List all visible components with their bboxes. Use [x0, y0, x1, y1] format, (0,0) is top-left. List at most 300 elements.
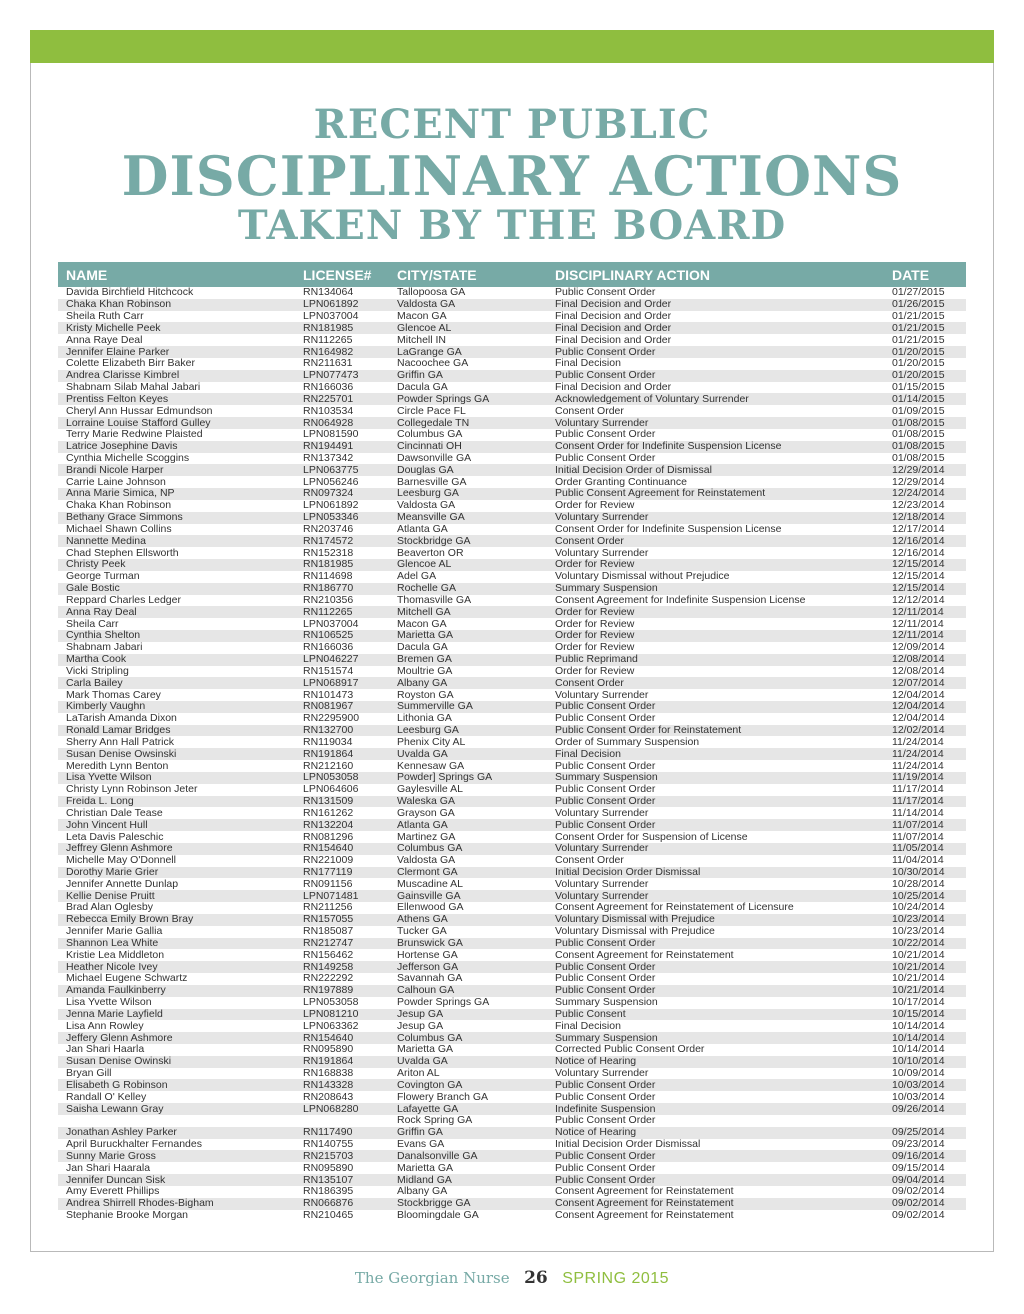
cell-disciplinary-action: Final Decision [555, 1020, 621, 1032]
table-row [58, 642, 966, 654]
cell-date: 01/15/2015 [892, 381, 945, 394]
table-row [58, 713, 966, 725]
cell-disciplinary-action: Notice of Hearing [547, 1056, 884, 1068]
cell-city-state: Dacula GA [397, 381, 448, 394]
cell-license: RN117490 [295, 1127, 389, 1139]
cell-city-state: Cincinnati OH [389, 441, 547, 453]
cell-license: RN164982 [295, 346, 389, 358]
cell-license: RN119034 [303, 736, 353, 748]
cell-date: 12/02/2014 [884, 725, 966, 737]
cell-city-state: Uvalda GA [389, 748, 547, 760]
table-row [58, 453, 966, 465]
cell-name: Carla Bailey [58, 677, 295, 689]
cell-name: Cheryl Ann Hussar Edmundson [66, 405, 213, 417]
cell-disciplinary-action: Consent Order for Indefinite Suspension License [547, 441, 884, 453]
cell-name: Saisha Lewann Gray [58, 1103, 295, 1115]
cell-name: Martha Cook [58, 654, 295, 666]
cell-city-state: Atlanta GA [389, 819, 547, 831]
cell-date: 09/25/2014 [884, 1127, 966, 1139]
cell-license: RN097324 [295, 488, 389, 500]
cell-name: Michael Shawn Collins [66, 523, 172, 535]
cell-name: Andrea Shirrell Rhodes-Bigham [58, 1198, 295, 1210]
cell-city-state: Powder Springs GA [397, 996, 490, 1009]
cell-date: 09/26/2014 [884, 1103, 966, 1115]
cell-date: 11/19/2014 [884, 772, 966, 784]
cell-date: 10/23/2014 [892, 925, 945, 938]
cell-city-state: Nacoochee GA [397, 357, 469, 370]
cell-date: 10/22/2014 [884, 938, 966, 950]
cell-name: Shabnam Silab Mahal Jabari [66, 381, 201, 394]
publication-name: The Georgian Nurse [354, 1269, 510, 1287]
table-row [58, 1150, 966, 1162]
cell-city-state: Marietta GA [397, 1044, 454, 1056]
cell-license: RN081296 [303, 831, 354, 843]
cell-disciplinary-action: Voluntary Surrender [547, 512, 884, 524]
cell-name: Prentiss Felton Keyes [58, 393, 295, 405]
cell-city-state: Leesburg GA [389, 725, 547, 737]
page-title [0, 103, 1024, 247]
cell-disciplinary-action: Order Granting Continuance [555, 476, 687, 488]
cell-license: LPN064606 [303, 783, 359, 796]
cell-disciplinary-action: Voluntary Surrender [555, 807, 649, 819]
cell-disciplinary-action: Initial Decision Order Dismissal [555, 1138, 701, 1151]
cell-license: RN131509 [295, 796, 389, 808]
table-row [58, 405, 966, 417]
table-row [58, 1091, 966, 1103]
cell-disciplinary-action: Consent Order for Indefinite Suspension License [555, 523, 782, 535]
table-row [58, 1127, 966, 1139]
table-row [58, 867, 966, 879]
table-row [58, 559, 966, 571]
table-row [58, 1210, 966, 1222]
cell-date: 12/11/2014 [884, 630, 966, 642]
table-row [58, 393, 966, 405]
cell-license: LPN037004 [303, 618, 359, 630]
cell-disciplinary-action: Public Consent Order [547, 346, 884, 358]
cell-disciplinary-action: Final Decision and Order [547, 299, 884, 311]
cell-disciplinary-action: Consent Agreement for Reinstatement of Licensure [555, 902, 794, 914]
cell-license: RN112265 [303, 334, 353, 346]
cell-license: RN156462 [303, 949, 354, 961]
cell-license: RN174572 [295, 535, 389, 547]
cell-license: LPN068280 [295, 1103, 389, 1115]
cell-name: Christy Lynn Robinson Jeter [66, 783, 198, 796]
table-row [58, 819, 966, 831]
table-row [58, 476, 966, 488]
cell-date: 12/16/2014 [884, 535, 966, 547]
cell-name: Kellie Denise Pruitt [58, 890, 295, 902]
cell-name: Anna Raye Deal [66, 334, 143, 346]
cell-date: 01/08/2015 [884, 441, 966, 453]
cell-disciplinary-action: Order for Review [555, 618, 635, 630]
cell-disciplinary-action: Voluntary Dismissal with Prejudice [555, 925, 715, 938]
cell-name: Davida Birchfield Hitchcock [66, 287, 194, 299]
cell-license: RN168838 [303, 1067, 354, 1080]
cell-license: RN152318 [303, 547, 354, 559]
cell-date: 10/03/2014 [884, 1079, 966, 1091]
cell-disciplinary-action: Public Consent Order [547, 819, 884, 831]
cell-license: RN194491 [295, 441, 389, 453]
cell-city-state: Midland GA [389, 1174, 547, 1186]
cell-disciplinary-action: Final Decision [547, 748, 884, 760]
cell-disciplinary-action: Voluntary Surrender [547, 417, 884, 429]
cell-disciplinary-action: Consent Agreement for Reinstatement [547, 1198, 884, 1210]
cell-license: LPN081210 [295, 1009, 389, 1021]
cell-name [58, 1115, 295, 1127]
cell-city-state: Powder] Springs GA [389, 772, 547, 784]
cell-date: 11/24/2014 [884, 748, 966, 760]
page-footer [0, 1268, 1024, 1288]
cell-city-state: Tucker GA [397, 925, 447, 938]
cell-date: 09/04/2014 [884, 1174, 966, 1186]
cell-license: RN166036 [303, 641, 354, 654]
cell-date: 10/21/2014 [884, 985, 966, 997]
cell-name: Amy Everett Phillips [66, 1185, 160, 1198]
cell-date: 12/17/2014 [892, 523, 945, 535]
table-row [58, 606, 966, 618]
cell-city-state: Meansville GA [389, 512, 547, 524]
cell-license: RN185087 [303, 925, 354, 938]
cell-disciplinary-action: Initial Decision Order Dismissal [547, 867, 884, 879]
column-header-date: DATE [884, 262, 966, 287]
cell-city-state: Dacula GA [397, 641, 448, 654]
disciplinary-actions-table [58, 262, 966, 1221]
cell-license: LPN081590 [303, 428, 359, 441]
cell-license: RN186395 [303, 1185, 354, 1198]
cell-date [884, 1115, 966, 1127]
cell-disciplinary-action: Voluntary Surrender [547, 890, 884, 902]
cell-disciplinary-action: Public Consent Order [547, 938, 884, 950]
cell-disciplinary-action: Consent Agreement for Reinstatement [555, 1185, 734, 1198]
cell-city-state: Beaverton OR [397, 547, 464, 559]
cell-license: RN191864 [295, 1056, 389, 1068]
column-header-action: DISCIPLINARY ACTION [547, 262, 884, 287]
cell-city-state: Ariton AL [397, 1067, 440, 1080]
cell-city-state: Macon GA [397, 618, 447, 630]
page-number: 26 [524, 1268, 548, 1288]
cell-date: 10/03/2014 [892, 1091, 945, 1103]
table-row [58, 1198, 966, 1210]
cell-date: 01/09/2015 [892, 405, 945, 417]
cell-name: Kristy Michelle Peek [58, 322, 295, 334]
cell-disciplinary-action: Voluntary Surrender [555, 547, 649, 559]
cell-name: Jeffrey Glenn Ashmore [58, 843, 295, 855]
cell-license: RN166036 [303, 381, 354, 394]
table-body [58, 287, 966, 1221]
cell-name: Brad Alan Oglesby [66, 902, 153, 914]
table-row [58, 488, 966, 500]
cell-disciplinary-action: Public Consent Order [555, 760, 656, 772]
cell-city-state: Barnesville GA [397, 476, 467, 488]
table-row [58, 997, 966, 1009]
cell-disciplinary-action: Consent Order [555, 405, 624, 417]
table-row [58, 429, 966, 441]
cell-city-state: Danalsonville GA [389, 1150, 547, 1162]
cell-date: 01/21/2015 [892, 310, 945, 323]
cell-date: 12/07/2014 [884, 677, 966, 689]
cell-disciplinary-action: Consent Order for Suspension of License [555, 831, 748, 843]
cell-city-state: Powder Springs GA [389, 393, 547, 405]
column-header-name: NAME [58, 262, 295, 287]
cell-city-state: Marietta GA [397, 1162, 454, 1174]
cell-license: RN143328 [295, 1079, 389, 1091]
cell-disciplinary-action: Order for Review [547, 559, 884, 571]
cell-name: Shabnam Jabari [66, 641, 143, 654]
table-row [58, 807, 966, 819]
cell-license: RN215703 [295, 1150, 389, 1162]
cell-city-state: Calhoun GA [389, 985, 547, 997]
cell-disciplinary-action: Final Decision and Order [555, 310, 672, 323]
cell-date: 10/14/2014 [892, 1020, 945, 1032]
table-row [58, 1174, 966, 1186]
cell-name: Kimberly Vaughn [58, 701, 295, 713]
table-row [58, 630, 966, 642]
cell-name: Kristie Lea Middleton [66, 949, 165, 961]
cell-city-state: Glencoe AL [389, 322, 547, 334]
cell-license: RN221009 [303, 854, 354, 867]
cell-disciplinary-action: Voluntary Surrender [555, 1067, 649, 1080]
cell-date: 10/10/2014 [884, 1056, 966, 1068]
cell-city-state: Thomasville GA [397, 594, 472, 606]
cell-disciplinary-action: Order for Review [555, 499, 635, 512]
cell-date: 10/09/2014 [892, 1067, 945, 1080]
table-row [58, 1056, 966, 1068]
cell-name: Bethany Grace Simmons [58, 512, 295, 524]
cell-disciplinary-action: Order for Review [555, 665, 635, 677]
cell-license: RN177119 [295, 867, 389, 879]
cell-city-state: Kennesaw GA [397, 760, 465, 772]
table-row [58, 417, 966, 429]
top-accent-bar [30, 30, 994, 63]
cell-name: Dorothy Marie Grier [58, 867, 295, 879]
cell-date: 12/04/2014 [892, 712, 945, 725]
table-row [58, 772, 966, 784]
cell-city-state: Leesburg GA [389, 488, 547, 500]
cell-disciplinary-action: Summary Suspension [547, 772, 884, 784]
cell-city-state: Phenix City AL [397, 736, 466, 748]
table-row [58, 358, 966, 370]
table-row [58, 1115, 966, 1127]
cell-city-state: Savannah GA [397, 973, 463, 985]
table-row [58, 370, 966, 382]
cell-license: RN181985 [295, 322, 389, 334]
cell-date: 12/16/2014 [892, 547, 945, 559]
cell-name: Leta Davis Paleschic [66, 831, 164, 843]
cell-date: 01/08/2015 [884, 417, 966, 429]
cell-city-state: Valdosta GA [389, 299, 547, 311]
cell-license: LPN068917 [295, 677, 389, 689]
table-row [58, 748, 966, 760]
cell-license: RN134064 [303, 287, 354, 299]
cell-name: Ronald Lamar Bridges [58, 725, 295, 737]
cell-disciplinary-action: Summary Suspension [555, 996, 658, 1009]
table-row [58, 535, 966, 547]
cell-name: Jan Shari Haarla [66, 1044, 145, 1056]
cell-license: RN191864 [295, 748, 389, 760]
cell-date: 12/15/2014 [884, 583, 966, 595]
cell-name: Lisa Ann Rowley [66, 1020, 144, 1032]
cell-name: Jan Shari Haarala [66, 1162, 151, 1174]
cell-disciplinary-action: Final Decision and Order [547, 322, 884, 334]
cell-city-state: Glencoe AL [389, 559, 547, 571]
cell-date: 12/18/2014 [884, 512, 966, 524]
cell-name: Freida L. Long [58, 796, 295, 808]
cell-disciplinary-action: Consent Agreement for Reinstatement [555, 1209, 734, 1221]
cell-disciplinary-action: Acknowledgement of Voluntary Surrender [547, 393, 884, 405]
cell-city-state: Rochelle GA [389, 583, 547, 595]
cell-date: 12/15/2014 [884, 559, 966, 571]
cell-name: Susan Denise Owinski [58, 1056, 295, 1068]
cell-license: RN210465 [303, 1209, 354, 1221]
cell-city-state: Macon GA [397, 310, 447, 323]
cell-date: 12/29/2014 [892, 476, 945, 488]
cell-date: 10/21/2014 [892, 949, 945, 961]
cell-city-state: Athens GA [389, 914, 547, 926]
table-row [58, 760, 966, 772]
column-header-city-state: CITY/STATE [389, 262, 547, 287]
cell-city-state: Moultrie GA [397, 665, 453, 677]
cell-license: LPN037004 [303, 310, 359, 323]
cell-date: 01/20/2015 [884, 346, 966, 358]
cell-date: 11/04/2014 [892, 854, 944, 867]
cell-disciplinary-action: Final Decision [555, 357, 621, 370]
cell-city-state: LaGrange GA [389, 346, 547, 358]
cell-disciplinary-action: Public Consent [547, 1009, 884, 1021]
cell-name: Jonathan Ashley Parker [58, 1127, 295, 1139]
cell-disciplinary-action: Public Consent Order [555, 1162, 656, 1174]
cell-date: 12/23/2014 [892, 499, 945, 512]
table-row [58, 583, 966, 595]
cell-date: 01/21/2015 [892, 334, 945, 346]
cell-disciplinary-action: Public Reprimand [547, 654, 884, 666]
cell-license: RN212747 [295, 938, 389, 950]
cell-city-state: Albany GA [397, 1185, 448, 1198]
cell-city-state: Gainsville GA [389, 890, 547, 902]
cell-date: 01/08/2015 [892, 452, 945, 464]
cell-city-state: Bloomingdale GA [397, 1209, 479, 1221]
table-row [58, 725, 966, 737]
cell-name: Shannon Lea White [58, 938, 295, 950]
cell-disciplinary-action: Public Consent Order [547, 985, 884, 997]
cell-date: 12/04/2014 [884, 701, 966, 713]
table-row [58, 878, 966, 890]
cell-date: 12/04/2014 [892, 689, 945, 701]
table-row [58, 1139, 966, 1151]
cell-license: RN081967 [295, 701, 389, 713]
cell-date: 09/02/2014 [892, 1209, 945, 1221]
title-line-1: RECENT PUBLIC [313, 101, 711, 148]
cell-date: 12/29/2014 [884, 464, 966, 476]
cell-name: Jennifer Duncan Sisk [58, 1174, 295, 1186]
cell-city-state: Atlanta GA [397, 523, 448, 535]
cell-license: RN114698 [303, 570, 353, 583]
cell-license: RN212160 [303, 760, 354, 772]
cell-disciplinary-action: Voluntary Dismissal without Prejudice [555, 570, 730, 583]
table-row [58, 677, 966, 689]
cell-city-state: Stockbridge GA [389, 535, 547, 547]
cell-disciplinary-action: Order of Summary Suspension [555, 736, 700, 748]
cell-name: Sheila Carr [66, 618, 119, 630]
cell-license: LPN053058 [295, 772, 389, 784]
cell-city-state: Valdosta GA [397, 499, 456, 512]
cell-date: 01/20/2015 [892, 357, 945, 370]
cell-license: RN140755 [303, 1138, 354, 1151]
cell-disciplinary-action: Voluntary Surrender [555, 878, 649, 890]
cell-date: 12/11/2014 [892, 618, 944, 630]
cell-disciplinary-action: Public Consent Order [547, 1174, 884, 1186]
table-row [58, 322, 966, 334]
cell-disciplinary-action: Summary Suspension [547, 1032, 884, 1044]
table-row [58, 500, 966, 512]
cell-name: Lisa Yvette Wilson [66, 996, 152, 1009]
cell-date: 10/21/2014 [884, 961, 966, 973]
cell-license: RN132700 [295, 725, 389, 737]
table-row [58, 1079, 966, 1091]
cell-license: RN157055 [295, 914, 389, 926]
cell-city-state: Griffin GA [389, 370, 547, 382]
cell-disciplinary-action: Voluntary Surrender [555, 689, 649, 701]
table-row [58, 736, 966, 748]
cell-name: Anna Ray Deal [58, 606, 295, 618]
cell-disciplinary-action: Voluntary Dismissal with Prejudice [547, 914, 884, 926]
cell-name: Amanda Faulkinberry [58, 985, 295, 997]
table-row [58, 464, 966, 476]
cell-city-state: Rock Spring GA [397, 1114, 473, 1127]
cell-date: 12/12/2014 [892, 594, 945, 606]
cell-license: RN222292 [303, 973, 354, 985]
cell-disciplinary-action: Consent Agreement for Reinstatement [555, 949, 734, 961]
cell-city-state: Jesup GA [389, 1009, 547, 1021]
cell-city-state: Douglas GA [389, 464, 547, 476]
table-row [58, 299, 966, 311]
table-row [58, 524, 966, 536]
cell-name: Brandi Nicole Harper [58, 464, 295, 476]
cell-license: RN095890 [303, 1044, 354, 1056]
cell-name: Cynthia Michelle Scoggins [66, 452, 190, 464]
cell-license: LPN063775 [295, 464, 389, 476]
cell-city-state: Lafayette GA [389, 1103, 547, 1115]
cell-license: LPN061892 [295, 299, 389, 311]
cell-disciplinary-action: Consent Order [555, 854, 624, 867]
table-row [58, 311, 966, 323]
cell-city-state: Columbus GA [389, 1032, 547, 1044]
cell-name: Nannette Medina [58, 535, 295, 547]
cell-name: Cynthia Shelton [58, 630, 295, 642]
cell-disciplinary-action: Public Consent Order [555, 783, 656, 796]
cell-name: Gale Bostic [58, 583, 295, 595]
cell-name: Christian Dale Tease [66, 807, 163, 819]
table-row [58, 890, 966, 902]
cell-license: RN151574 [303, 665, 354, 677]
cell-date: 11/05/2014 [884, 843, 966, 855]
cell-date: 10/30/2014 [884, 867, 966, 879]
cell-license: RN181985 [295, 559, 389, 571]
cell-disciplinary-action: Public Consent Order [547, 1150, 884, 1162]
cell-date: 09/23/2014 [892, 1138, 945, 1151]
cell-city-state: Muscadine AL [397, 878, 463, 890]
cell-disciplinary-action: Final Decision and Order [555, 334, 672, 346]
cell-license: RN211631 [303, 357, 353, 370]
table-row [58, 618, 966, 630]
cell-disciplinary-action: Consent Agreement for Indefinite Suspension License [555, 594, 806, 606]
cell-name: Lisa Yvette Wilson [58, 772, 295, 784]
cell-disciplinary-action: Consent Order [547, 535, 884, 547]
cell-disciplinary-action: Public Consent Order [547, 370, 884, 382]
cell-city-state: Valdosta GA [397, 854, 456, 867]
table-row [58, 287, 966, 299]
cell-date: 01/20/2015 [884, 370, 966, 382]
table-row [58, 843, 966, 855]
